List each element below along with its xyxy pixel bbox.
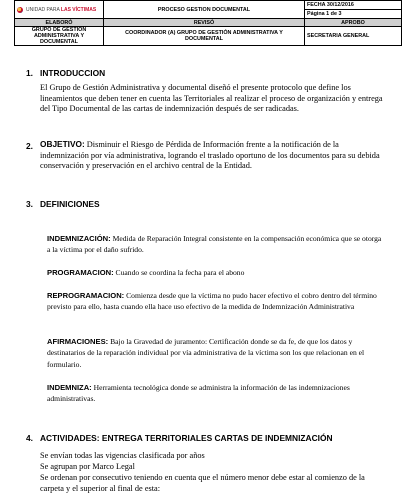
logo-prefix: UNIDAD PARA: [26, 6, 60, 13]
section-3-number: 3.: [26, 199, 33, 209]
definition-text: Comienza desde que la víctima no pudo hacer efectivo el cobro dentro del término previsto para ello, hasta cuando ella hace uso efectivo de la medida de Indemnización Administrativa: [47, 291, 377, 312]
elaboro-value: GRUPO DE GESTIÓN ADMINISTRATIVA Y DOCUMENTAL: [15, 27, 104, 46]
logo-brand: LAS VÍCTIMAS: [60, 6, 97, 13]
definition-text: Herramienta tecnológica donde se administra la información de las indemnizaciones administrativas.: [47, 383, 350, 404]
section-3-title: DEFINICIONES: [40, 199, 100, 209]
activity-line: Se ordenan por consecutivo teniendo en cuenta que el número menor debe estar al comienzo de la carpeta y el superior al final de esta:: [40, 473, 365, 493]
section-1-body: El Grupo de Gestión Administrativa y documental diseñó el presente protocolo que define los lineamientos que deben tener en cuenta las Territoriales al realizar el proceso de organización y entrega del Tipo Documental de las cartas de indemnización después de ser radicadas.: [40, 83, 383, 114]
entity-logo: [17, 7, 101, 13]
section-4-title: ACTIVIDADES: ENTREGA TERRITORIALES CARTAS DE INDEMNIZACIÓN: [40, 433, 333, 443]
definition-text: Medida de Reparación Integral consistente en la compensación económica que se otorga a la víctima por el daño sufrido.: [47, 234, 382, 255]
definition-term: INDEMNIZA:: [47, 383, 92, 392]
col-aprobo: APROBO: [305, 19, 402, 27]
definition-item: [47, 336, 384, 370]
document-date: FECHA 30/12/2016: [305, 1, 402, 10]
reviso-value: COORDINADOR (A) GRUPO DE GESTIÓN ADMINISTRATIVA Y DOCUMENTAL: [104, 27, 305, 46]
document-header-table: [14, 0, 402, 46]
definition-item: [47, 267, 384, 278]
definition-text: Bajo la Gravedad de juramento: Certificación donde se da fe, de que los datos y destinatarios de la reparación individual por vía administrativa de la víctima son los que relacionan en el formulario.: [47, 337, 365, 369]
logo-cell: [15, 1, 104, 19]
activity-line: Se agrupan por Marco Legal: [40, 462, 135, 471]
section-2-body: [40, 139, 384, 172]
section-2-number: 2.: [26, 141, 33, 151]
section-4-number: 4.: [26, 433, 33, 443]
col-reviso: REVISÓ: [104, 19, 305, 27]
page-number: Página 1 de 3: [305, 10, 402, 19]
objective-label: OBJETIVO:: [40, 139, 85, 149]
seal-icon: [17, 7, 23, 13]
section-1-number: 1.: [26, 68, 33, 78]
definition-item: [47, 290, 384, 313]
activity-line: Se envían todas las vigencias clasificada por años: [40, 451, 205, 460]
definition-term: AFIRMACIONES:: [47, 337, 109, 346]
section-1-title: INTRODUCCION: [40, 68, 106, 78]
objective-text: Disminuir el Riesgo de Pérdida de Información frente a la notificación de la indemnización por vía administrativa, logrando el traslado oportuno de los documentos para su debida conservación y preservación en el archivo central de la Entidad.: [40, 140, 380, 171]
definition-term: REPROGRAMACION:: [47, 291, 125, 300]
definition-item: [47, 233, 384, 256]
definition-text: Cuando se coordina la fecha para el abono: [113, 268, 245, 277]
document-title: PROCESO GESTION DOCUMENTAL: [104, 1, 305, 19]
definition-item: [47, 382, 384, 405]
col-elaboro: ELABORÓ: [15, 19, 104, 27]
definition-term: PROGRAMACION:: [47, 268, 114, 277]
aprobo-value: SECRETARIA GENERAL: [305, 27, 402, 46]
definition-term: INDEMNIZACIÓN:: [47, 234, 111, 243]
